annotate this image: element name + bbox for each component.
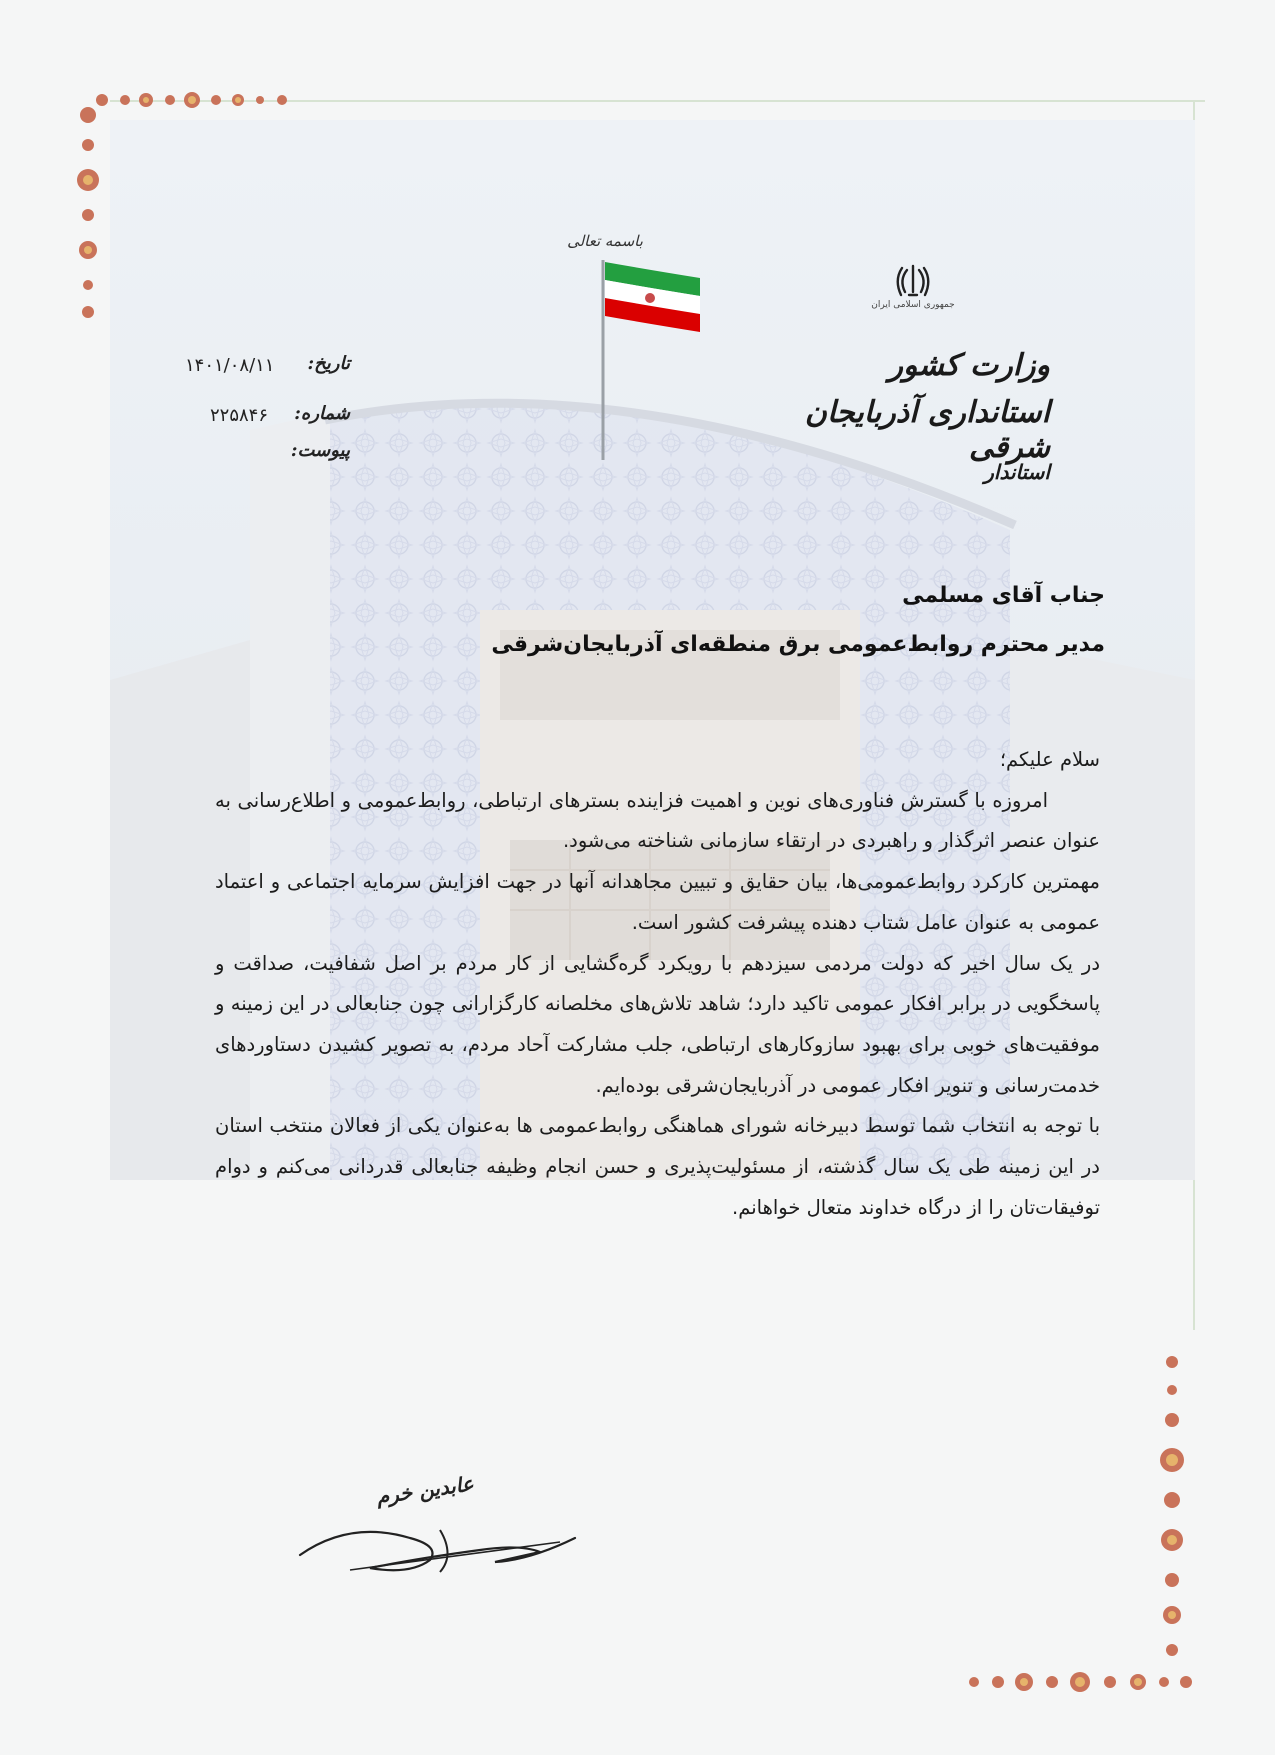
date-value: ۱۴۰۱/۰۸/۱۱	[185, 355, 275, 376]
body-paragraph: در یک سال اخیر که دولت مردمی سیزدهم با رویکرد گره‌گشایی از کار مردم بر اصل شفافیت، صداقت و پاسخگویی در برابر افکار عمومی تاکید دارد؛ شاهد تلاش‌های مخلصانه کارگزارانی چون جنابعالی در این زمینه و موفقیت‌های خوبی برای بهبود سازوکارهای ارتباطی، جلب مشارکت آحاد مردم، به تصویر کشیدن دستاوردهای خدمت‌رسانی و تنویر افکار عمومی در آذربایجان‌شرقی بوده‌ایم.	[215, 951, 1100, 1097]
ministry-name: وزارت کشور	[888, 348, 1050, 383]
basmeh-text: باسمه تعالی	[567, 232, 643, 250]
governorate-name: استانداری آذربایجان شرقی	[804, 395, 1050, 465]
ornament-top-left	[90, 85, 310, 115]
addressee-title: مدیر محترم روابط‌عمومی برق منطقه‌ای آذربایجان‌شرقی	[491, 632, 1105, 657]
addressee-name: جناب آقای مسلمی	[902, 583, 1105, 608]
signatory-name: عابدین خرم	[374, 1471, 476, 1509]
attachment-label: پیوست:	[290, 440, 350, 461]
date-label: تاریخ:	[307, 353, 350, 374]
ornament-bottom-right	[960, 1665, 1200, 1699]
office-title: استاندار	[984, 460, 1050, 484]
salutation: سلام علیکم؛	[999, 748, 1100, 771]
letter-body	[215, 740, 1100, 1228]
number-value: ۲۲۵۸۴۶	[210, 405, 269, 426]
emblem-caption: جمهوری اسلامی ایران	[871, 300, 955, 310]
ornament-left-vertical	[68, 100, 108, 330]
body-paragraph: با توجه به انتخاب شما توسط دبیرخانه شورای هماهنگی روابط‌عمومی ها به‌عنوان یکی از فعالان منتخب استان در این زمینه طی یک سال گذشته، از مسئولیت‌پذیری و حسن انجام وظیفه جنابعالی قدردانی می‌کنم و دوام توفیقات‌تان را از درگاه خداوند متعال خواهانم.	[215, 1114, 1100, 1219]
iran-emblem-icon	[893, 262, 933, 300]
ornament-right-vertical	[1150, 1350, 1194, 1680]
body-paragraph: امروزه با گسترش فناوری‌های نوین و اهمیت فزاینده بسترهای ارتباطی، روابط‌عمومی و اطلاع‌رسانی به عنوان عنصر اثرگذار و راهبردی در ارتقاء سازمانی شناخته می‌شود.	[215, 788, 1100, 853]
number-label: شماره:	[294, 403, 350, 424]
handwritten-signature	[290, 1500, 580, 1580]
body-paragraph: مهمترین کارکرد روابط‌عمومی‌ها، بیان حقایق و تبیین مجاهدانه آنها در جهت افزایش سرمایه اجتماعی و اعتماد عمومی به عنوان عامل شتاب دهنده پیشرفت کشور است.	[215, 870, 1100, 934]
